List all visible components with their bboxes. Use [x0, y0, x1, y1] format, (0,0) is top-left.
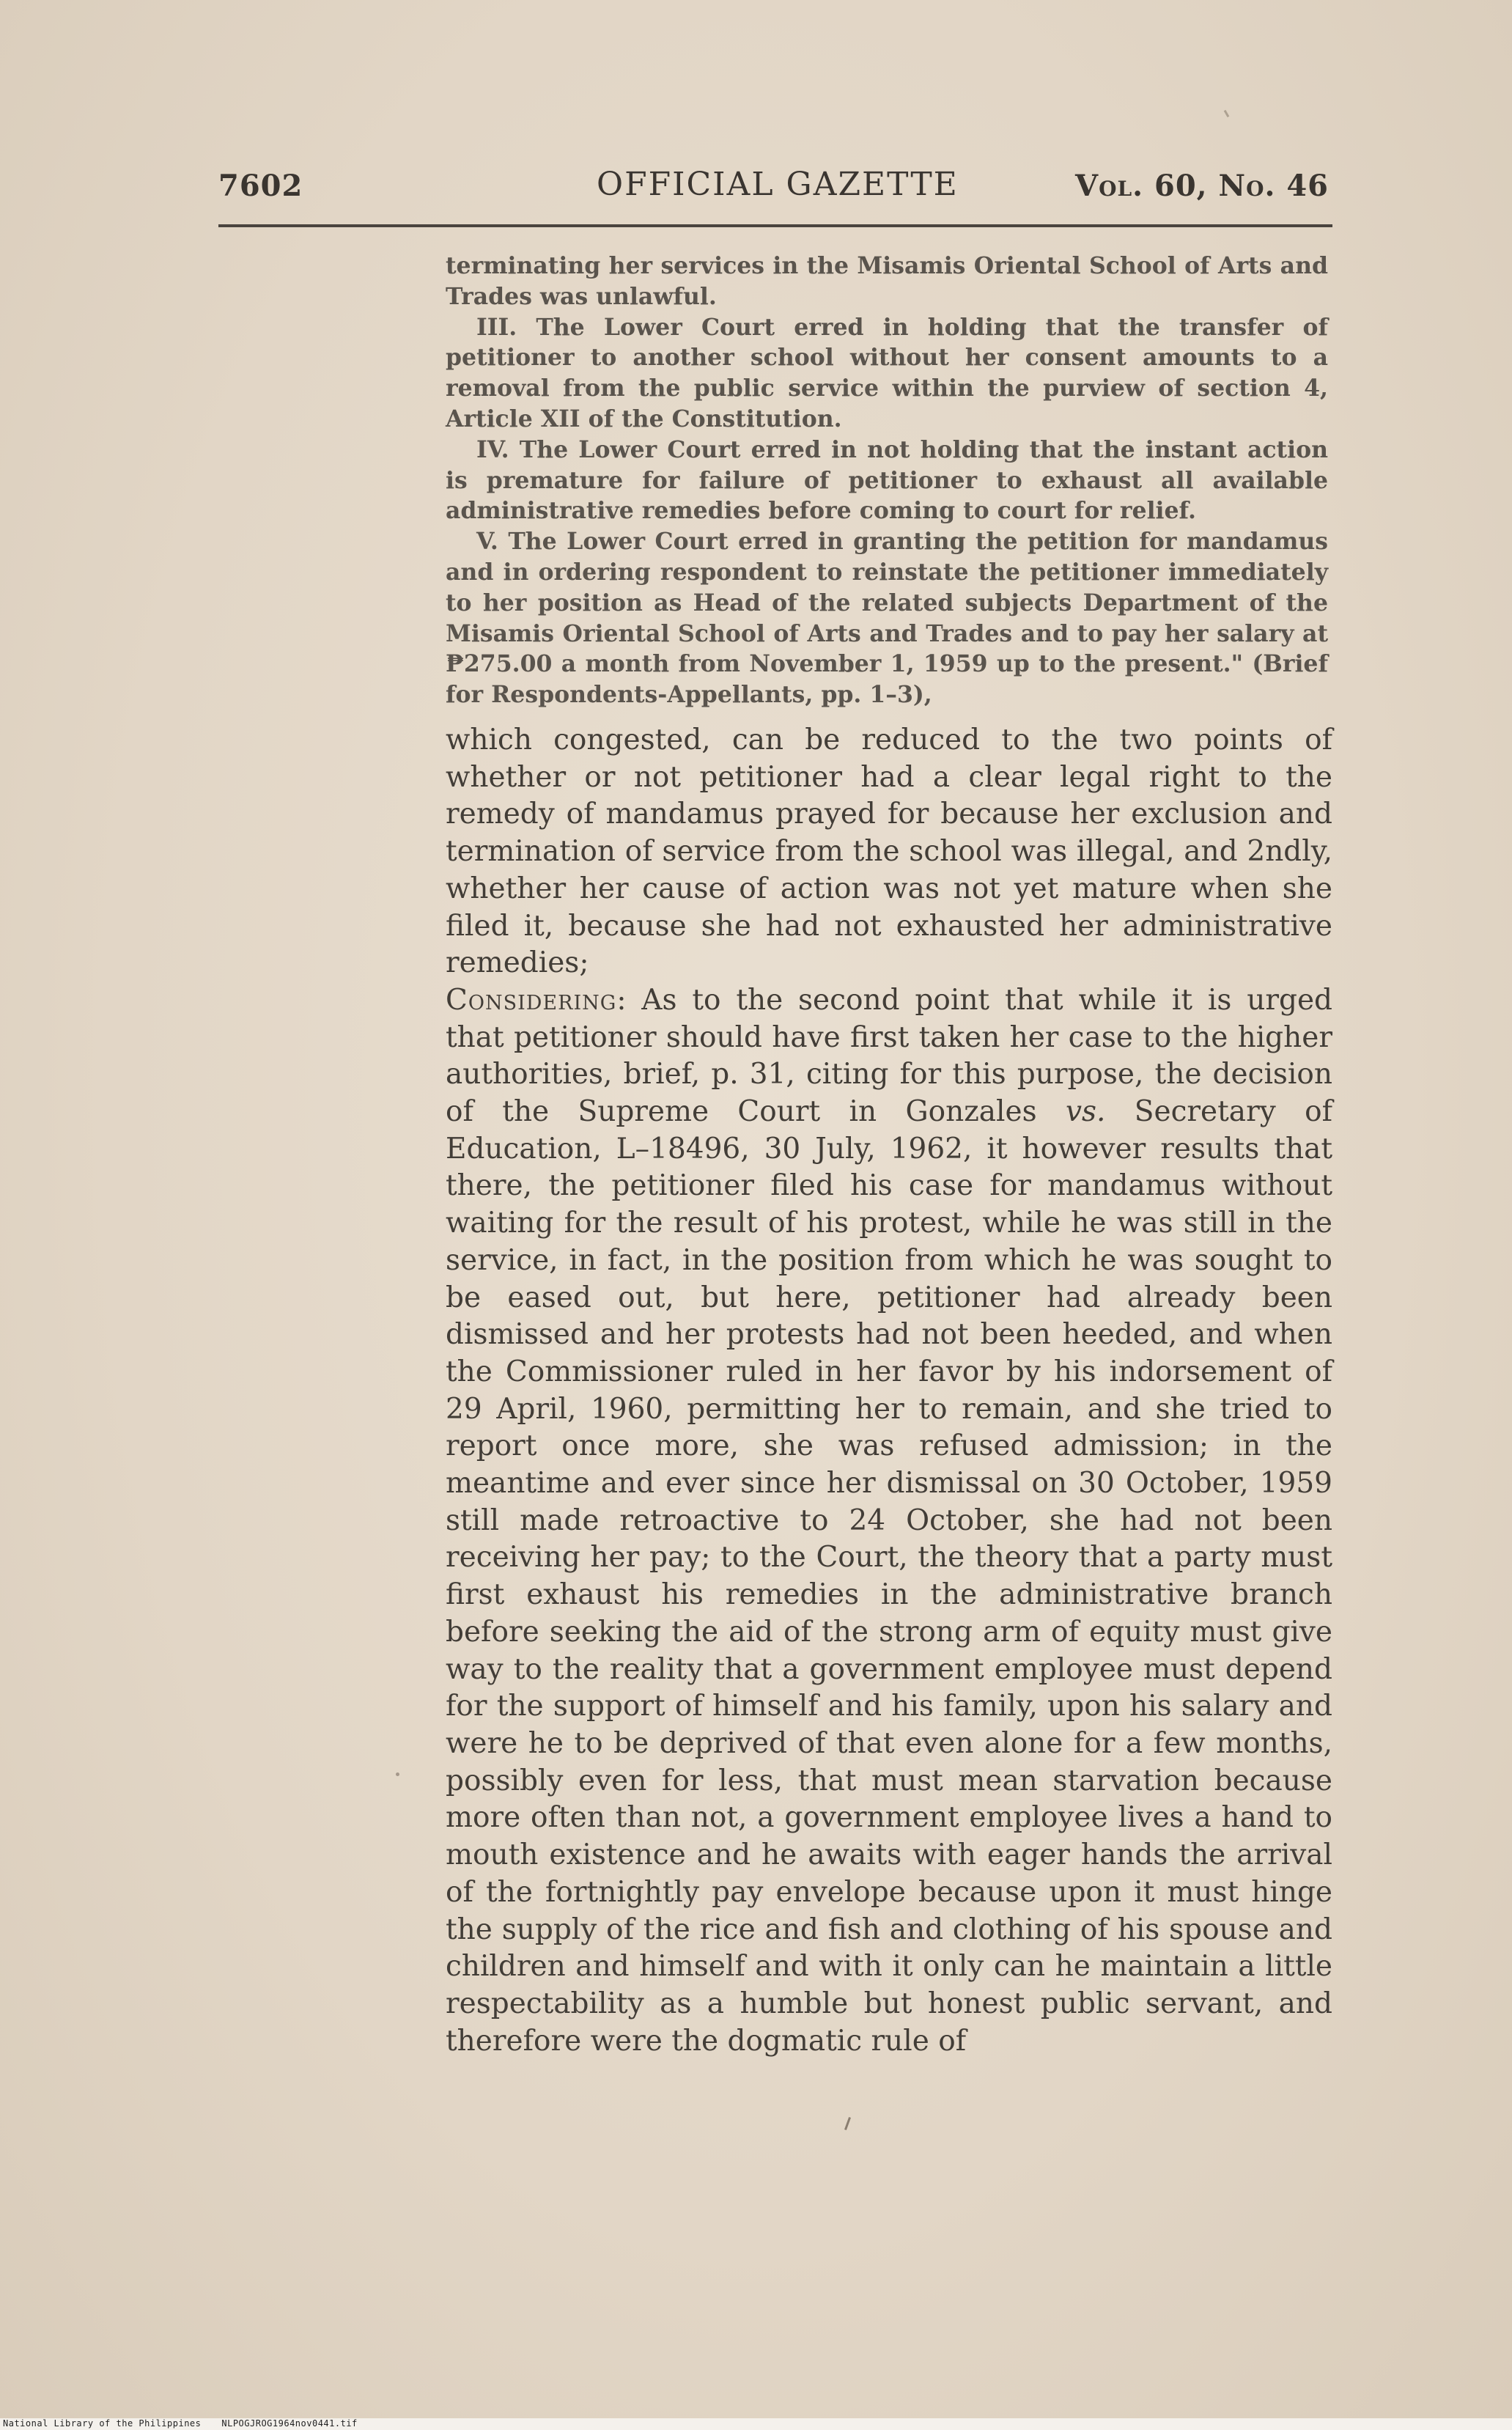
body-paragraph — [446, 982, 1332, 2060]
scan-mark — [396, 1772, 399, 1776]
quote-paragraph: IV. The Lower Court erred in not holding that the instant action is premature for failure of petitioner to exhaust all available administrative remedies before coming to court for relief. — [446, 435, 1328, 525]
header-rule — [218, 224, 1332, 227]
library-credit: National Library of the Philippines — [3, 2418, 202, 2429]
decision-body — [446, 722, 1332, 2060]
versus-abbrev: vs. — [1065, 1095, 1106, 1129]
quote-paragraph: III. The Lower Court erred in holding that the transfer of petitioner to another school without her consent amounts to a removal from the public service within the purview of section 4, Article XII of the Constitution. — [446, 313, 1328, 432]
quoted-brief — [446, 251, 1328, 710]
page-number: 7602 — [218, 169, 303, 203]
page-header — [218, 166, 1329, 210]
volume-number: Vol. 60, No. 46 — [1075, 169, 1329, 203]
scan-mark — [844, 2117, 851, 2130]
body-paragraph: which congested, can be reduced to the two points of whether or not petitioner had a clear legal right to the remedy of mandamus prayed for because her exclusion and termination of service from the school was illegal, and 2ndly, whether her cause of action was not yet mature when she filed it, because she had not exhausted her administrative remedies; — [446, 724, 1332, 980]
quote-paragraph: V. The Lower Court erred in granting the petition for mandamus and in ordering respondent to reinstate the petitioner immediately to her position as Head of the related subjects Department of the Misamis Oriental School of Arts and Trades and to pay her salary at ₱275.00 a month from November 1, 1959 up to the present." (Brief for Respondents-Appellants, pp. 1–3), — [446, 528, 1328, 709]
body-text-segment: Secretary of Education, L–18496, 30 July, 1962, it however results that there, the petitioner filed his case for mandamus without waiting for the result of his protest, while he was still in the service, in fact, in the position from which he was sought to be eased out, but here, petitioner had already been dismissed and her protests had not been heeded, and when the Commissioner ruled in her favor by his indorsement of 29 April, 1960, permitting her to remain, and she tried to report once more, she was refused admission; in the meantime and ever since her dismissal on 30 October, 1959 still made retroactive to 24 October, she had not been receiving her pay; to the Court, the theory that a party must first exhaust his remedies in the administrative branch before seeking the aid of the strong arm of equity must give way to the reality that a government employee must depend for the support of himself and his family, upon his salary and were he to be deprived of that even alone for a few months, possibly even for less, that must mean starvation because more often than not, a government employee lives a hand to mouth existence and he awaits with eager hands the arrival of the fortnightly pay envelope because upon it must hinge the supply of the rice and fish and clothing of his spouse and children and himself and with it only can he maintain a little respectability as a humble but honest public servant, and therefore were the dogmatic rule of — [446, 1095, 1333, 2058]
quote-paragraph: terminating her services in the Misamis Oriental School of Arts and Trades was unlawful. — [446, 252, 1328, 310]
scan-mark — [1224, 110, 1230, 117]
scan-footer — [3, 2418, 378, 2429]
body-text-segment: : As to the second point that while it is urged that petitioner should have first taken her case to the higher authorities, brief, p. 31, citing for this purpose, the decision of the Supreme Court in Gonzales — [446, 983, 1332, 1129]
considering-lead: Considering — [446, 983, 617, 1017]
file-name: NLPOGJROG1964nov0441.tif — [221, 2418, 358, 2429]
publication-title: OFFICIAL GAZETTE — [597, 166, 959, 203]
